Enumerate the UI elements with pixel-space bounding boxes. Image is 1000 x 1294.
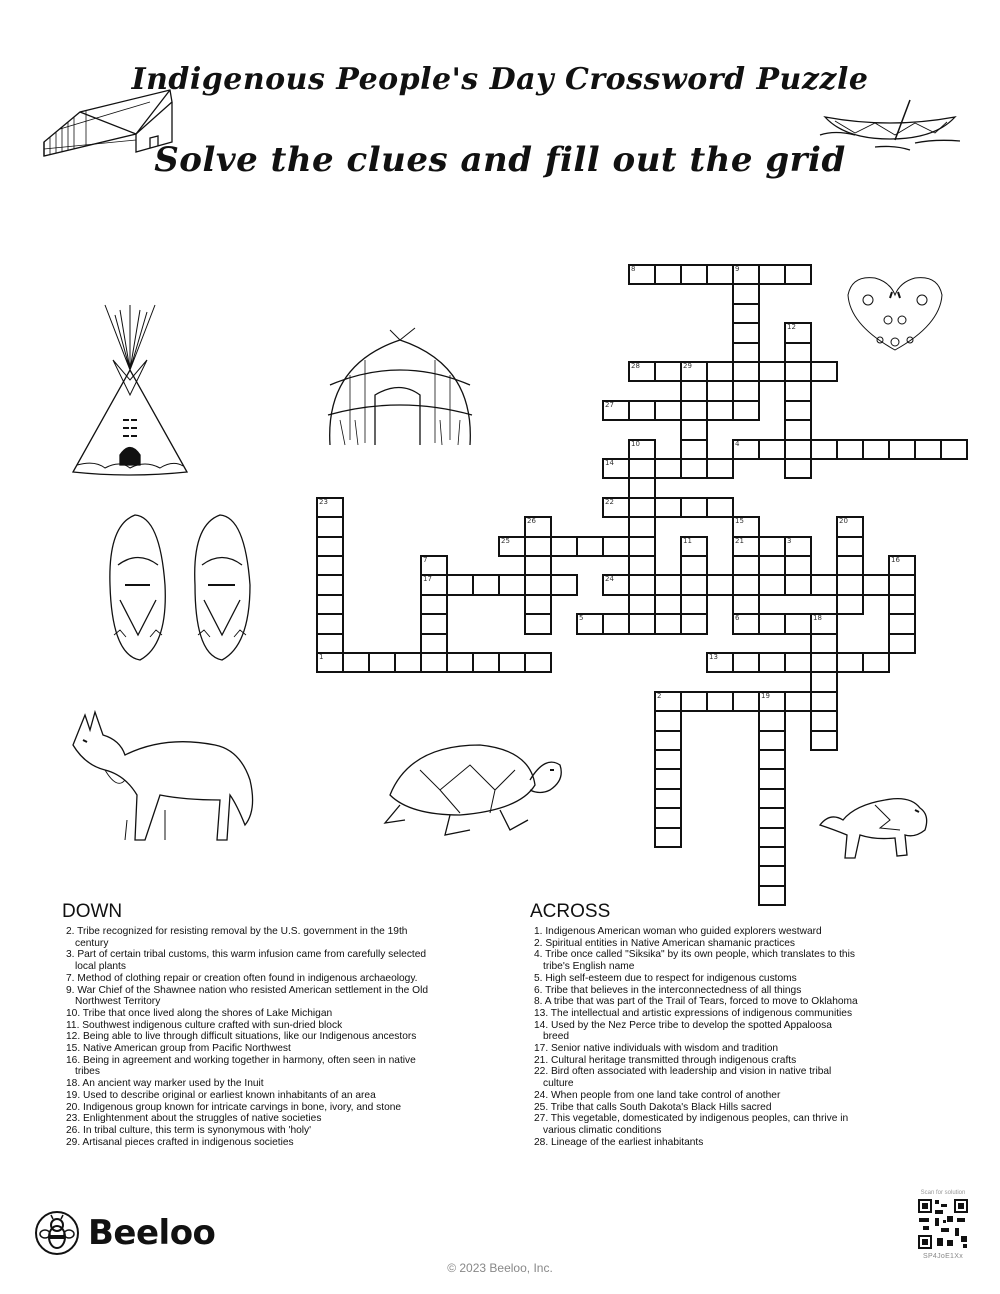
grid-cell[interactable] <box>862 439 890 460</box>
across-clue: 5. High self-esteem due to respect for indigenous customs <box>534 972 797 984</box>
across-clue: 8. A tribe that was part of the Trail of Tears, forced to move to Oklahoma <box>534 996 858 1008</box>
grid-cell[interactable] <box>758 807 786 828</box>
grid-cell[interactable] <box>680 574 708 595</box>
grid-cell[interactable] <box>784 691 812 712</box>
grid-cell[interactable] <box>732 361 760 382</box>
grid-cell[interactable] <box>472 574 500 595</box>
clue-number: 7 <box>423 556 428 564</box>
grid-cell[interactable] <box>498 652 526 673</box>
grid-cell[interactable] <box>680 536 708 557</box>
grid-cell[interactable] <box>836 536 864 557</box>
grid-cell[interactable] <box>680 691 708 712</box>
grid-cell[interactable] <box>836 516 864 537</box>
grid-cell[interactable] <box>758 555 786 576</box>
grid-cell[interactable] <box>524 652 552 673</box>
clue-number: 20 <box>839 517 848 526</box>
grid-cell[interactable] <box>732 652 760 673</box>
grid-cell[interactable] <box>628 400 656 421</box>
grid-cell[interactable] <box>784 322 812 343</box>
grid-cell[interactable] <box>732 303 760 324</box>
grid-cell[interactable] <box>654 710 682 731</box>
grid-cell[interactable] <box>862 574 890 595</box>
down-clue: 23. Enlightenment about the struggles of native societies <box>66 1113 322 1125</box>
clue-number: 5 <box>579 614 584 623</box>
grid-cell[interactable] <box>654 497 682 518</box>
grid-cell[interactable] <box>758 536 786 557</box>
grid-cell[interactable] <box>524 536 552 557</box>
across-clue: 27. This vegetable, domesticated by indigenous peoples, can thrive in various climatic conditions <box>534 1113 849 1136</box>
grid-cell[interactable] <box>420 613 448 634</box>
down-clue: 7. Method of clothing repair or creation often found in indigenous archaeology. <box>66 972 418 984</box>
grid-cell[interactable] <box>940 439 968 460</box>
grid-cell[interactable] <box>836 574 864 595</box>
grid-cell[interactable] <box>680 419 708 440</box>
grid-cell[interactable] <box>628 594 656 615</box>
grid-cell[interactable] <box>680 264 708 285</box>
grid-cell[interactable] <box>758 264 786 285</box>
grid-cell[interactable] <box>680 497 708 518</box>
grid-cell[interactable] <box>654 264 682 285</box>
grid-cell[interactable] <box>628 264 656 285</box>
grid-cell[interactable] <box>628 439 656 460</box>
grid-cell[interactable] <box>680 613 708 634</box>
grid-cell[interactable] <box>342 652 370 673</box>
grid-cell[interactable] <box>732 613 760 634</box>
qr-code-text: SP4JoE1Xx <box>922 1253 964 1260</box>
grid-cell[interactable] <box>316 555 344 576</box>
grid-cell[interactable] <box>524 516 552 537</box>
grid-cell[interactable] <box>888 574 916 595</box>
grid-cell[interactable] <box>368 652 396 673</box>
grid-cell[interactable] <box>810 633 838 654</box>
down-clue: 9. War Chief of the Shawnee nation who resisted American settlement in the Old Northwest Territory <box>66 984 429 1008</box>
grid-cell[interactable] <box>706 361 734 382</box>
clue-number: 18 <box>813 614 822 623</box>
grid-cell[interactable] <box>680 400 708 421</box>
grid-cell[interactable] <box>654 361 682 382</box>
grid-cell[interactable] <box>472 652 500 673</box>
grid-cell[interactable] <box>758 710 786 731</box>
solution-qr[interactable] <box>908 1190 978 1260</box>
grid-cell[interactable] <box>732 594 760 615</box>
grid-cell[interactable] <box>758 691 786 712</box>
grid-cell[interactable] <box>316 516 344 537</box>
grid-cell[interactable] <box>758 439 786 460</box>
down-clue: 10. Tribe that once lived along the shores of Lake Michigan <box>66 1007 333 1019</box>
grid-cell[interactable] <box>316 652 344 673</box>
grid-cell[interactable] <box>836 439 864 460</box>
grid-cell[interactable] <box>810 671 838 692</box>
grid-cell[interactable] <box>784 652 812 673</box>
grid-cell[interactable] <box>524 613 552 634</box>
grid-cell[interactable] <box>628 536 656 557</box>
grid-cell[interactable] <box>732 691 760 712</box>
grid-cell[interactable] <box>680 361 708 382</box>
grid-cell[interactable] <box>576 613 604 634</box>
across-heading: ACROSS <box>530 901 611 922</box>
across-clue: 13. The intellectual and artistic expressions of indigenous communities <box>534 1007 853 1019</box>
grid-cell[interactable] <box>836 594 864 615</box>
grid-cell[interactable] <box>680 439 708 460</box>
grid-cell[interactable] <box>498 536 526 557</box>
qr-code-icon <box>917 1198 969 1250</box>
grid-cell[interactable] <box>446 652 474 673</box>
grid-cell[interactable] <box>316 497 344 518</box>
grid-cell[interactable] <box>758 768 786 789</box>
grid-cell[interactable] <box>524 574 552 595</box>
down-clue: 15. Native American group from Pacific Northwest <box>66 1043 291 1055</box>
clue-number: 19 <box>761 691 770 700</box>
grid-cell[interactable] <box>888 594 916 615</box>
grid-cell[interactable] <box>784 613 812 634</box>
clue-number: 16 <box>891 556 900 564</box>
down-clue: 11. Southwest indigenous culture crafted with sun-dried block <box>66 1019 343 1031</box>
clue-number: 10 <box>631 439 640 448</box>
beeloo-logo <box>34 1210 215 1256</box>
grid-cell[interactable] <box>706 497 734 518</box>
grid-cell[interactable] <box>784 342 812 363</box>
grid-cell[interactable] <box>316 613 344 634</box>
grid-cell[interactable] <box>654 827 682 848</box>
across-clue: 22. Bird often associated with leadership and vision in native tribal culture <box>534 1066 832 1090</box>
clue-number: 24 <box>605 575 614 584</box>
page-title: Indigenous People's Day Crossword Puzzle <box>131 62 869 97</box>
grid-cell[interactable] <box>810 710 838 731</box>
clue-number: 27 <box>605 400 614 409</box>
grid-cell[interactable] <box>680 555 708 576</box>
clue-number: 4 <box>735 439 740 448</box>
grid-cell[interactable] <box>680 458 708 479</box>
grid-cell[interactable] <box>810 361 838 382</box>
grid-cell[interactable] <box>888 633 916 654</box>
grid-cell[interactable] <box>654 807 682 828</box>
grid-cell[interactable] <box>706 574 734 595</box>
grid-cell[interactable] <box>550 536 578 557</box>
grid-cell[interactable] <box>706 264 734 285</box>
grid-cell[interactable] <box>758 613 786 634</box>
down-clue: 3. Part of certain tribal customs, this warm infusion came from carefully selected local plants <box>66 949 427 973</box>
down-clue-list <box>62 926 432 1148</box>
grid-cell[interactable] <box>654 574 682 595</box>
across-clue: 24. When people from one land take control of another <box>534 1089 781 1101</box>
grid-cell[interactable] <box>732 439 760 460</box>
clue-number: 15 <box>735 517 744 526</box>
grid-cell[interactable] <box>524 594 552 615</box>
grid-cell[interactable] <box>888 439 916 460</box>
grid-cell[interactable] <box>758 827 786 848</box>
grid-cell[interactable] <box>732 283 760 304</box>
grid-cell[interactable] <box>758 865 786 886</box>
grid-cell[interactable] <box>784 439 812 460</box>
grid-cell[interactable] <box>628 477 656 498</box>
across-clue: 14. Used by the Nez Perce tribe to develop the spotted Appaloosa breed <box>534 1019 832 1043</box>
grid-cell[interactable] <box>706 691 734 712</box>
clue-number: 29 <box>683 362 692 370</box>
grid-cell[interactable] <box>680 594 708 615</box>
grid-cell[interactable] <box>862 652 890 673</box>
grid-cell[interactable] <box>654 691 682 712</box>
grid-cell[interactable] <box>784 419 812 440</box>
clue-number: 21 <box>735 536 744 545</box>
grid-cell[interactable] <box>602 536 630 557</box>
grid-cell[interactable] <box>810 574 838 595</box>
down-clue: 2. Tribe recognized for resisting removal by the U.S. government in the 19th century <box>66 926 408 949</box>
across-clue: 25. Tribe that calls South Dakota's Black Hills sacred <box>534 1101 772 1113</box>
grid-cell[interactable] <box>576 536 604 557</box>
grid-cell[interactable] <box>914 439 942 460</box>
page-subtitle: Solve the clues and fill out the grid <box>154 140 846 180</box>
down-clue: 12. Being able to live through difficult situations, like our Indigenous ancestors <box>66 1031 417 1043</box>
grid-cell[interactable] <box>810 691 838 712</box>
down-heading: DOWN <box>62 901 123 922</box>
down-clue: 29. Artisanal pieces crafted in indigenous societies <box>66 1136 294 1148</box>
across-clues <box>530 902 860 1148</box>
brand-name: Beeloo <box>88 1213 216 1253</box>
grid-cell[interactable] <box>758 749 786 770</box>
grid-cell[interactable] <box>732 555 760 576</box>
grid-cell[interactable] <box>550 574 578 595</box>
grid-cell[interactable] <box>784 458 812 479</box>
clue-number: 1 <box>319 653 324 661</box>
grid-cell[interactable] <box>420 652 448 673</box>
clue-number: 22 <box>605 497 614 506</box>
across-clue: 1. Indigenous American woman who guided explorers westward <box>534 926 822 937</box>
grid-cell[interactable] <box>498 574 526 595</box>
grid-cell[interactable] <box>706 380 734 401</box>
grid-cell[interactable] <box>758 846 786 867</box>
grid-cell[interactable] <box>602 458 630 479</box>
across-clue: 4. Tribe once called "Siksika" by its own people, which translates to this tribe's English name <box>534 949 855 973</box>
grid-cell[interactable] <box>732 380 760 401</box>
grid-cell[interactable] <box>888 555 916 576</box>
grid-cell[interactable] <box>732 574 760 595</box>
clue-number: 17 <box>423 575 432 584</box>
grid-cell[interactable] <box>810 730 838 751</box>
grid-cell[interactable] <box>810 652 838 673</box>
across-clue: 17. Senior native individuals with wisdom and tradition <box>534 1043 779 1055</box>
qr-caption: Scan for solution <box>920 1190 966 1196</box>
clue-number: 26 <box>527 517 536 526</box>
across-clue: 21. Cultural heritage transmitted through indigenous crafts <box>534 1054 797 1066</box>
grid-cell[interactable] <box>316 536 344 557</box>
grid-cell[interactable] <box>394 652 422 673</box>
across-clue: 2. Spiritual entities in Native American shamanic practices <box>534 937 796 949</box>
clue-number: 23 <box>319 497 328 506</box>
clue-number: 14 <box>605 459 614 467</box>
grid-cell[interactable] <box>654 749 682 770</box>
grid-cell[interactable] <box>758 574 786 595</box>
grid-cell[interactable] <box>680 380 708 401</box>
grid-cell[interactable] <box>810 613 838 634</box>
grid-cell[interactable] <box>654 730 682 751</box>
grid-cell[interactable] <box>706 458 734 479</box>
grid-cell[interactable] <box>784 400 812 421</box>
grid-cell[interactable] <box>524 555 552 576</box>
grid-cell[interactable] <box>836 555 864 576</box>
clue-number: 12 <box>787 323 796 332</box>
grid-cell[interactable] <box>706 652 734 673</box>
clue-number: 11 <box>683 536 692 545</box>
grid-cell[interactable] <box>628 497 656 518</box>
copyright: © 2023 Beeloo, Inc. <box>447 1261 553 1275</box>
grid-cell[interactable] <box>602 574 630 595</box>
grid-cell[interactable] <box>732 342 760 363</box>
grid-cell[interactable] <box>810 439 838 460</box>
grid-cell[interactable] <box>316 633 344 654</box>
grid-cell[interactable] <box>888 613 916 634</box>
grid-cell[interactable] <box>420 594 448 615</box>
clue-number: 6 <box>735 614 740 623</box>
grid-cell[interactable] <box>654 400 682 421</box>
grid-cell[interactable] <box>602 497 630 518</box>
clue-number: 13 <box>709 653 718 661</box>
grid-cell[interactable] <box>654 788 682 809</box>
grid-cell[interactable] <box>784 264 812 285</box>
clue-number: 25 <box>501 536 510 545</box>
grid-cell[interactable] <box>628 458 656 479</box>
grid-cell[interactable] <box>654 458 682 479</box>
clue-number: 3 <box>787 536 792 545</box>
grid-cell[interactable] <box>732 400 760 421</box>
grid-cell[interactable] <box>732 322 760 343</box>
grid-cell[interactable] <box>654 594 682 615</box>
grid-cell[interactable] <box>420 555 448 576</box>
grid-cell[interactable] <box>628 574 656 595</box>
clue-number: 9 <box>735 265 740 273</box>
down-clue: 19. Used to describe original or earliest known inhabitants of an area <box>66 1089 376 1101</box>
grid-cell[interactable] <box>628 516 656 537</box>
grid-cell[interactable] <box>784 574 812 595</box>
clue-number: 28 <box>631 362 640 370</box>
grid-cell[interactable] <box>732 264 760 285</box>
grid-cell[interactable] <box>732 516 760 537</box>
grid-cell[interactable] <box>784 380 812 401</box>
grid-cell[interactable] <box>602 613 630 634</box>
grid-cell[interactable] <box>784 361 812 382</box>
grid-cell[interactable] <box>836 652 864 673</box>
grid-cell[interactable] <box>316 594 344 615</box>
clue-number: 8 <box>631 265 636 273</box>
grid-cell[interactable] <box>758 361 786 382</box>
bee-icon <box>34 1210 80 1256</box>
grid-cell[interactable] <box>628 613 656 634</box>
down-clue: 20. Indigenous group known for intricate carvings in bone, ivory, and stone <box>66 1101 402 1113</box>
grid-cell[interactable] <box>420 574 448 595</box>
grid-cell[interactable] <box>316 574 344 595</box>
down-clue: 16. Being in agreement and working together in harmony, often seen in native tribes <box>66 1054 416 1078</box>
grid-cell[interactable] <box>758 652 786 673</box>
across-clue: 6. Tribe that believes in the interconnectedness of all things <box>534 984 802 996</box>
grid-cell[interactable] <box>602 400 630 421</box>
down-clue: 26. In tribal culture, this term is synonymous with 'holy' <box>66 1124 312 1136</box>
grid-cell[interactable] <box>628 555 656 576</box>
grid-cell[interactable] <box>654 768 682 789</box>
across-clue-list <box>530 926 860 1148</box>
grid-cell[interactable] <box>654 613 682 634</box>
down-clues <box>62 902 432 1148</box>
down-clue: 18. An ancient way marker used by the Inuit <box>66 1078 264 1090</box>
grid-cell[interactable] <box>784 536 812 557</box>
grid-cell[interactable] <box>758 788 786 809</box>
clue-number: 2 <box>657 691 662 700</box>
grid-cell[interactable] <box>706 400 734 421</box>
grid-cell[interactable] <box>628 361 656 382</box>
grid-cell[interactable] <box>758 730 786 751</box>
grid-cell[interactable] <box>420 633 448 654</box>
across-clue: 28. Lineage of the earliest inhabitants <box>534 1136 704 1148</box>
grid-cell[interactable] <box>784 555 812 576</box>
grid-cell[interactable] <box>446 574 474 595</box>
grid-cell[interactable] <box>732 536 760 557</box>
